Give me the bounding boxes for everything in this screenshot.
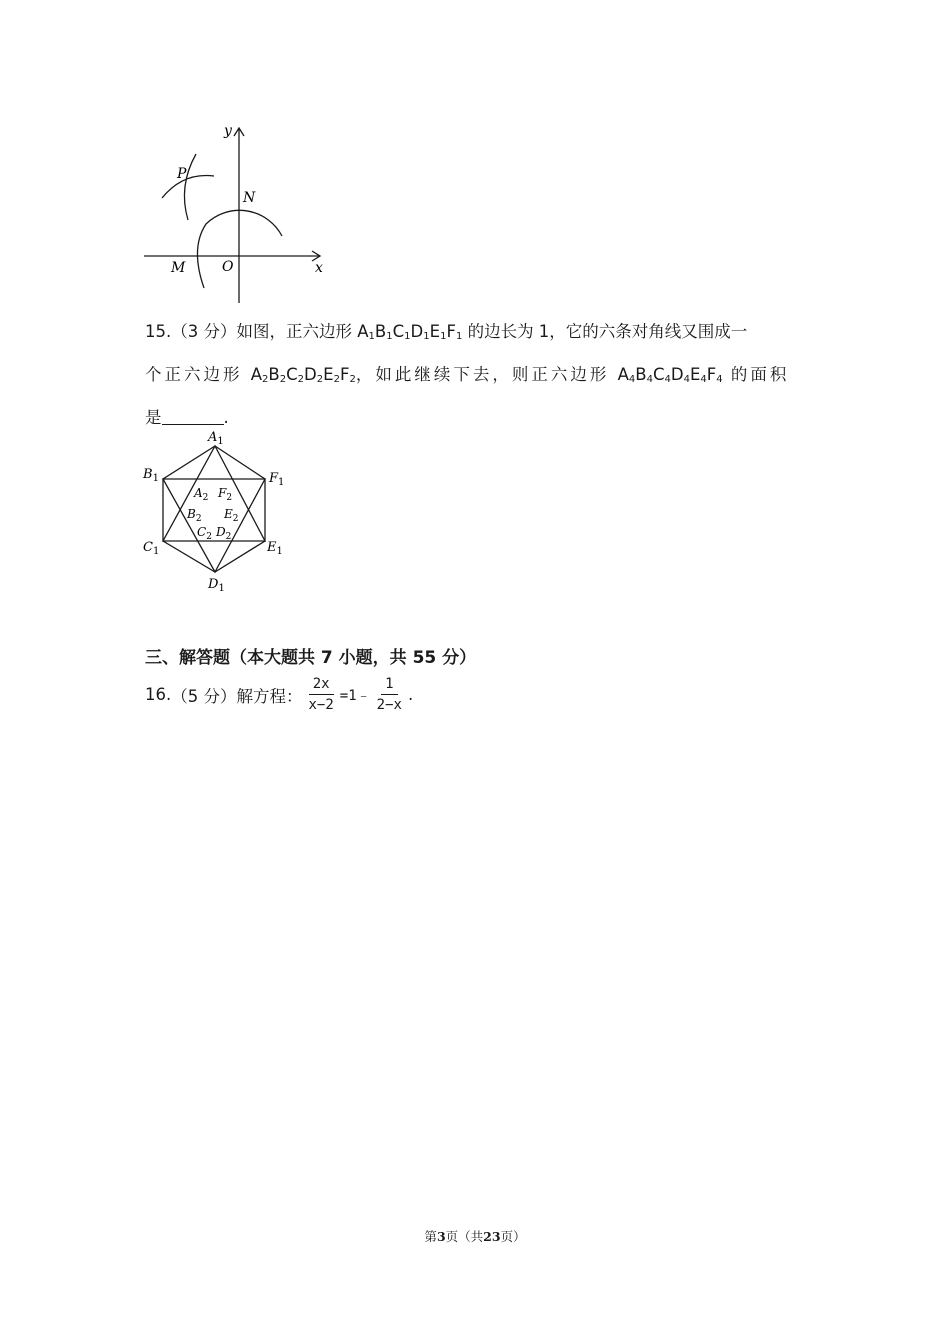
coordinate-arc-figure (138, 118, 334, 308)
label-y: y (224, 123, 232, 139)
question-number: 15. (145, 322, 172, 341)
label-m: M (171, 260, 186, 276)
question-text: ，如此继续下去，则正六边形 (355, 365, 618, 384)
star-triangle-up (163, 446, 265, 541)
label-f1: $F_1$ (269, 471, 285, 488)
arc-p-b (162, 175, 214, 198)
arc-circle-center-o (197, 210, 282, 288)
equation-middle: =1﹣ (339, 687, 371, 704)
question-15 (145, 313, 815, 437)
label-a1: $A_1$ (208, 430, 224, 447)
label-n: N (243, 190, 256, 206)
fraction-lhs (305, 676, 338, 713)
fraction-numerator: 2x (309, 676, 334, 695)
question-15-line-2 (145, 356, 815, 399)
label-a2: $A_2$ (194, 486, 209, 503)
label-x: x (315, 260, 323, 276)
equation-end: . (407, 685, 414, 704)
question-number: 16. (145, 685, 172, 704)
hexagon-name-2: $A_2B_2C_2D_2E_2F_2$ (250, 365, 356, 385)
label-d2: $D_2$ (216, 525, 232, 542)
question-score: （5 分） (171, 686, 237, 706)
current-page: 3 (436, 1229, 446, 1244)
section-heading: 三、解答题（本大题共 7 小题，共 55 分） (145, 648, 477, 668)
page-footer: 第3页（共23页） (424, 1229, 526, 1244)
question-text: 是 (145, 408, 162, 427)
question-16 (145, 676, 413, 713)
question-prompt: 解方程： (236, 686, 303, 706)
outer-hexagon (163, 446, 265, 572)
star-triangle-down (163, 479, 265, 572)
question-text: 的面积 (730, 365, 790, 384)
fraction-denominator: 2−x (376, 697, 402, 713)
question-text: 的边长为 1，它的六条对角线又围成一 (467, 322, 748, 341)
label-e1: $E_1$ (267, 540, 283, 557)
answer-blank (162, 410, 224, 425)
question-text: 个正六边形 (145, 365, 251, 384)
label-c2: $C_2$ (197, 525, 212, 542)
label-c1: $C_1$ (143, 540, 160, 557)
label-p: P (177, 166, 187, 182)
question-score: （3 分） (171, 322, 237, 341)
fraction-rhs (373, 676, 406, 713)
total-pages: 23 (483, 1229, 501, 1244)
label-f2: $F_2$ (218, 486, 233, 503)
label-o: O (222, 259, 234, 275)
question-text: 如图，正六边形 (236, 322, 358, 341)
label-e2: $E_2$ (224, 507, 239, 524)
question-text: . (223, 408, 229, 427)
fraction-numerator: 1 (381, 676, 397, 695)
question-15-line-1 (145, 313, 815, 356)
hexagon-name-4: $A_4B_4C_4D_4E_4F_4$ (617, 365, 723, 385)
arc-p-a (184, 154, 196, 220)
label-b2: $B_2$ (187, 507, 202, 524)
label-b1: $B_1$ (143, 467, 159, 484)
hexagon-name-1: $A_1B_1C_1D_1E_1F_1$ (357, 322, 463, 342)
label-d1: $D_1$ (208, 577, 225, 594)
fraction-denominator: x−2 (308, 697, 334, 713)
nested-hexagon-figure (138, 424, 298, 596)
